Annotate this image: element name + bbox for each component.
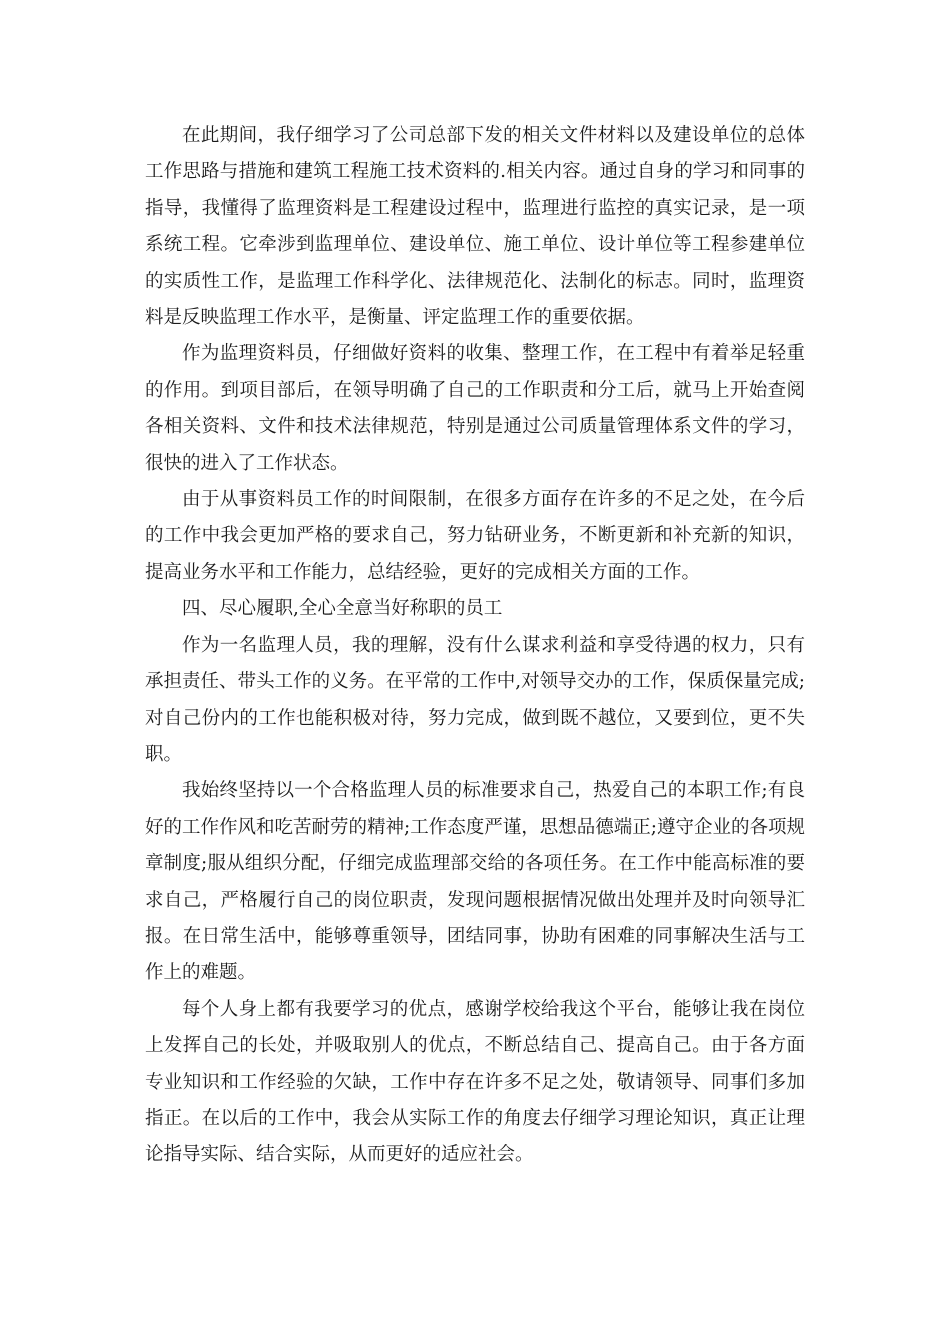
- paragraph-closing: 每个人身上都有我要学习的优点，感谢学校给我这个平台，能够让我在岗位上发挥自己的长处，并吸取别人的优点，不断总结自己、提高自己。由于各方面专业知识和工作经验的欠缺，工作中存在许多不足之处，敬请领导、同事们多加指正。在以后的工作中，我会从实际工作的角度去仔细学习理论知识，真正让理论指导实际、结合实际，从而更好的适应社会。: [145, 998, 805, 1166]
- paragraph-shortcomings: 由于从事资料员工作的时间限制，在很多方面存在许多的不足之处，在今后的工作中我会更加严格的要求自己，努力钻研业务，不断更新和补充新的知识，提高业务水平和工作能力，总结经验，更好的完成相关方面的工作。: [145, 489, 805, 583]
- paragraph-study-materials: 在此期间，我仔细学习了公司总部下发的相关文件材料以及建设单位的总体工作思路与措施和建筑工程施工技术资料的.相关内容。通过自身的学习和同事的指导，我懂得了监理资料是工程建设过程中，监理进行监控的真实记录，是一项系统工程。它牵涉到监理单位、建设单位、施工单位、设计单位等工程参建单位的实质性工作，是监理工作科学化、法律规范化、法制化的标志。同时，监理资料是反映监理工作水平，是衡量、评定监理工作的重要依据。: [145, 125, 805, 329]
- section-heading-duty: 四、尽心履职,全心全意当好称职的员工: [182, 598, 503, 620]
- document-body: [145, 118, 805, 1174]
- paragraph-supervisor-duty: 作为一名监理人员，我的理解，没有什么谋求利益和享受待遇的权力，只有承担责任、带头工作的义务。在平常的工作中,对领导交办的工作，保质保量完成;对自己份内的工作也能积极对待，努力完成，做到既不越位，又要到位，更不失职。: [145, 634, 805, 765]
- paragraph-data-clerk-role: 作为监理资料员，仔细做好资料的收集、整理工作，在工程中有着举足轻重的作用。到项目部后，在领导明确了自己的工作职责和分工后，就马上开始查阅各相关资料、文件和技术法律规范，特别是通过公司质量管理体系文件的学习，很快的进入了工作状态。: [145, 343, 805, 474]
- paragraph-standards: 我始终坚持以一个合格监理人员的标准要求自己，热爱自己的本职工作;有良好的工作作风和吃苦耐劳的精神;工作态度严谨，思想品德端正;遵守企业的各项规章制度;服从组织分配，仔细完成监理部交给的各项任务。在工作中能高标准的要求自己，严格履行自己的岗位职责，发现问题根据情况做出处理并及时向领导汇报。在日常生活中，能够尊重领导，团结同事，协助有困难的同事解决生活与工作上的难题。: [145, 780, 805, 984]
